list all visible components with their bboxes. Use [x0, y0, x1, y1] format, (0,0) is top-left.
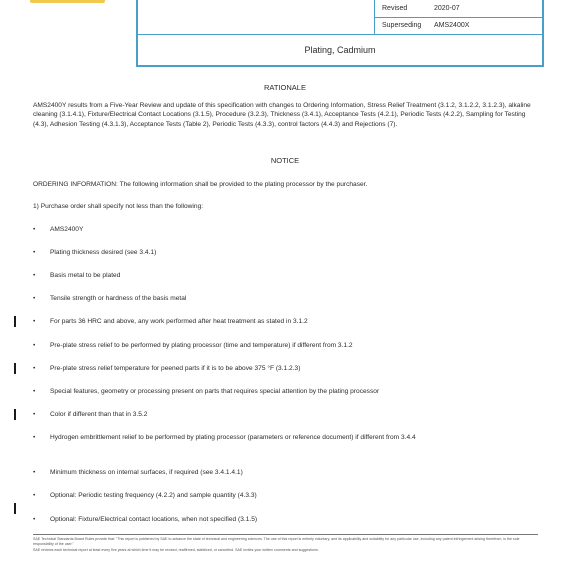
purchase-order-requirement: 1) Purchase order shall specify not less than the following: [33, 203, 204, 210]
ordering-list-item: • Plating thickness desired (see 3.4.1) [33, 249, 157, 256]
bullet-icon: • [33, 318, 36, 325]
revised-row [374, 0, 544, 18]
ordering-list-item: • Pre-plate stress relief to be performed by plating processor (time and temperature) if different from 3.1.2 [33, 342, 353, 349]
document-header-box [136, 0, 544, 67]
bullet-icon: • [33, 388, 36, 395]
ordering-list-item: • Minimum thickness on internal surfaces, if required (see 3.4.1.4.1) [33, 469, 243, 476]
bullet-icon: • [33, 365, 36, 372]
bullet-icon: • [33, 492, 36, 499]
change-bar [14, 316, 16, 327]
rationale-text: AMS2400Y results from a Five-Year Review and update of this specification with changes to Ordering Information, Stress Relief Treatment (3.1.2, 3.1.2.2, 3.1.2.3), alkaline cleaning (3.1.4.1), Fixture/Electrical Contact Locations (3.1.5), Procedure (3.2.3), Thickness (3.4.1), Acceptance Tests (4.2.1), Periodic Tests (4.2.2), Sampling for Testing (4.3), Adhesion Testing (4.3.1.3), Acceptance Tests (Table 2), Periodic Tests (4.3.3), control factors (4.4.3) and Rejections (7). [33, 102, 531, 128]
document-title: Plating, Cadmium [304, 45, 376, 55]
bullet-icon: • [33, 342, 36, 349]
change-bar [14, 363, 16, 374]
ordering-information: ORDERING INFORMATION: The following information shall be provided to the plating processor by the purchaser. [33, 181, 368, 188]
superseding-row [374, 17, 544, 34]
superseding-label: Superseding [382, 22, 422, 29]
bullet-icon: • [33, 249, 36, 256]
change-bar [14, 503, 16, 514]
ordering-list-item: • Special features, geometry or processing present on parts that requires special attention by the plating processor [33, 388, 380, 395]
revised-value: 2020-07 [434, 5, 460, 12]
change-bar [14, 409, 16, 420]
ordering-list-item: • Hydrogen embrittlement relief to be performed by plating processor (parameters or reference document) if different from 3.4.4 [33, 434, 416, 441]
ordering-list-item: • Optional: Periodic testing frequency (4.2.2) and sample quantity (4.3.3) [33, 492, 257, 499]
bullet-icon: • [33, 295, 36, 302]
bullet-icon: • [33, 469, 36, 476]
footer-review-notice: SAE reviews each technical report at least every five years at which time it may be revised, reaffirmed, stabilized, or cancelled. SAE invites your written comments and suggestions. [33, 548, 319, 552]
ordering-list-item: • For parts 36 HRC and above, any work performed after heat treatment as stated in 3.1.2 [33, 318, 308, 325]
bullet-icon: • [33, 434, 36, 441]
ordering-list-item: • Pre-plate stress relief temperature for peened parts if it is to be above 375 °F (3.1.2.3) [33, 365, 301, 372]
bullet-icon: • [33, 226, 36, 233]
header-designation-cell [138, 0, 375, 34]
revised-label: Revised [382, 5, 408, 12]
superseding-value: AMS2400X [434, 22, 470, 29]
notice-heading: NOTICE [270, 156, 300, 165]
ordering-list-item: • Tensile strength or hardness of the basis metal [33, 295, 187, 302]
bullet-icon: • [33, 516, 36, 523]
footer-disclaimer: SAE Technical Standards Board Rules provide that: "This report is published by SAE to advance the state of technical and engineering sciences. The use of this report is entirely voluntary, and its applicability and suitability for any particular use, including any patent infringement arising therefrom, is the sole responsibility of the user." [33, 537, 520, 546]
ordering-list-item: • Color if different than that in 3.5.2 [33, 411, 148, 418]
bullet-icon: • [33, 272, 36, 279]
footer-divider [33, 534, 538, 535]
rationale-heading: RATIONALE [264, 83, 306, 92]
ordering-list-item: • AMS2400Y [33, 226, 84, 233]
bullet-icon: • [33, 411, 36, 418]
ordering-list-item: • Basis metal to be plated [33, 272, 121, 279]
sae-logo [30, 0, 105, 3]
ordering-list-item: • Optional: Fixture/Electrical contact locations, when not specified (3.1.5) [33, 516, 258, 523]
